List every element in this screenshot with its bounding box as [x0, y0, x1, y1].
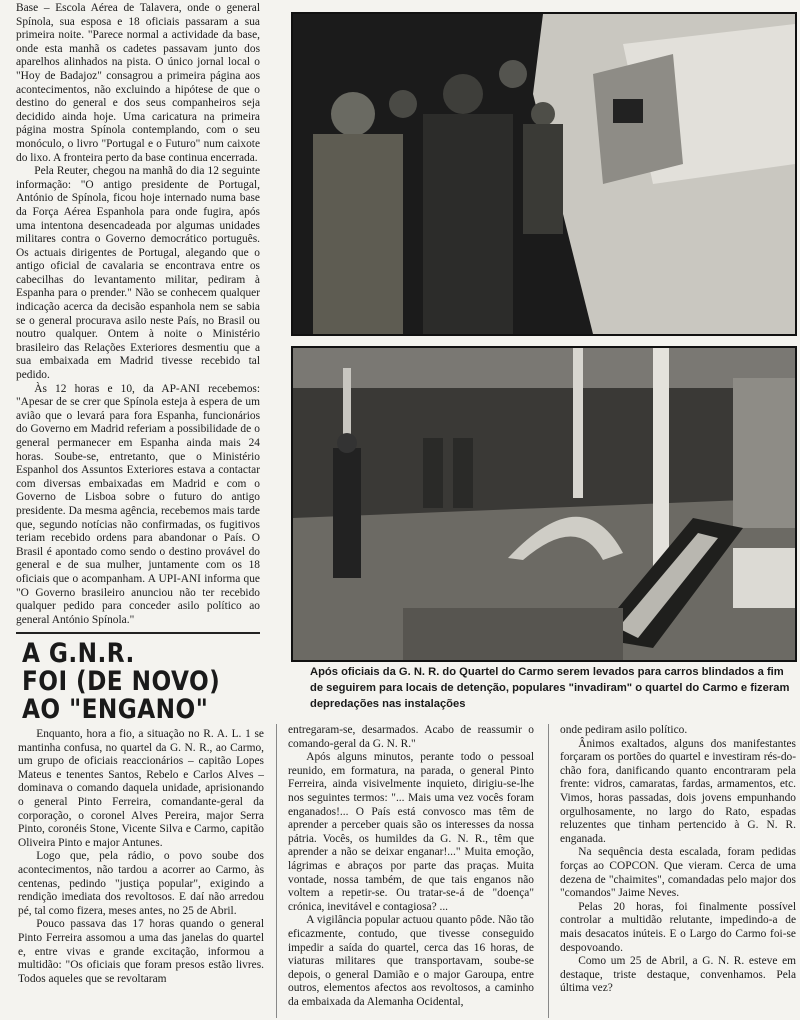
paragraph: onde pediram asilo político. [560, 724, 688, 736]
headline-line-1: A G.N.R. [22, 638, 135, 669]
photo-caption: Após oficiais da G. N. R. do Quartel do Carmo serem levados para carros blindados a fim de seguirem para locais de detenção, populares "invadiram" o quartel do Carmo e fizeram depredações nas instalações [310, 666, 790, 710]
paragraph: Pela Reuter, chegou na manhã do dia 12 seguinte informação: "O antigo presidente de Portugal, António de Spínola, ficou hoje internado numa base da Força Aérea Espanhola para onde fugira, após uma intentona desencadeada por algumas unidades militares contra o Governo democrático português. Os actuais dirigentes de Portugal, alegando que o antigo oficial de cavalaria se encontrava entre os cabecilhas do levantamento militar, pediram à Espanha para o prender." Não se conhecem qualquer indicação acerca da decisão espanhola nem se sabia se o general procurava asilo neste País, no Brasil ou noutro qualquer. Ontem à noite o Ministério brasileiro das Relações Exteriores desmentiu que a sua embaixada em Madrid tivesse recebido tal pedido. [16, 165, 260, 382]
column-divider [276, 724, 277, 1018]
paragraph: Ânimos exaltados, alguns dos manifestantes forçaram os portões do quartel e investiram rés-do-chão fora, danificando quanto encontraram pela frente: vidros, camaratas, fardas, armamentos, etc. Vimos, horas passadas, dois jovens empunhando orgulhosamente, no largo do Rato, espadas reluzentes que tinham pertencido à G. N. R. enganada. [560, 737, 796, 845]
headline [22, 640, 237, 724]
paragraph: Na sequência desta escalada, foram pedidas forças ao COPCON. Que vieram. Cerca de uma dezena de "chaimites", comandadas pelo major dos "comandos" Jaime Neves. [560, 846, 796, 900]
paragraph: Pouco passava das 17 horas quando o general Pinto Ferreira assomou a uma das janelas do quartel e, entre vivas e grande excitação, informou a multidão: "Os oficiais que foram presos estão livres. Todos aqueles que se revoltaram [18, 918, 264, 985]
section-divider [16, 632, 260, 634]
paragraph: Base – Escola Aérea de Talavera, onde o general Spínola, sua esposa e 18 oficiais passaram a sua primeira noite. "Parece normal a actividade da base, onde esta manhã os cadetes passavam junto dos aparelhos alinhados na pista. O único jornal local o "Hoy de Badajoz" consagrou a primeira página aos acontecimentos, não excluindo a hipótese de que o destino do general e dos seus companheiros seja decidido ainda hoje. Uma caricatura na primeira página mostra Spínola contemplando, com o seu monóculo, o livro "Portugal e o Futuro" num caixote do lixo. A fronteira perto da base continua encerrada. [16, 2, 260, 164]
article-column-2 [288, 724, 534, 1018]
photo-damaged-quarters [291, 346, 797, 662]
paragraph: Enquanto, hora a fio, a situação no R. A. L. 1 se mantinha confusa, no quartel da G. N. R., ao Carmo, um grupo de oficiais reaccionários – capitão Lopes Mateus e tenentes Santos, Rebelo e Carlos Alves – dominava o comando daquela unidade, aprisionando o general Pinto Ferreira, comandante-geral da corporação, o coronel Alves Pereira, major Serra Pinto, coronéis Stone, Vicente Silva e Carmo, capitão Oliveira Pinto e major Antunes. [18, 728, 264, 849]
paragraph: Às 12 horas e 10, da AP-ANI recebemos: "Apesar de se crer que Spínola esteja à espera de um avião que o levará para fora Espanha, funcionários do Governo em Madrid referiam a possibilidade de o general permanecer em Espanha ainda mais 24 horas. Soube-se, entretanto, que o Ministério Espanhol dos Assuntos Exteriores estava a contactar com diversas embaixadas em Madrid e com o Governo de Lisboa sobre o futuro do antigo presidente. Da mesma agência, recebemos mais tarde que, segundo notícias não confirmadas, os fugitivos teriam recebido ordens para abandonar o País. O Brasil é apontado como sendo o destino provável do general e de sua mulher, juntamente com os 18 oficiais que o acompanham. A UPI-ANI informa que "O Governo brasileiro anunciou não ter recebido qualquer pedido para conceder asilo político ao general António Spínola." [16, 382, 260, 626]
column-divider [548, 724, 549, 1018]
paragraph: A vigilância popular actuou quanto pôde. Não tão eficazmente, contudo, que tivesse conseguido impedir a saída do quartel, cerca das 16 horas, de viaturas militares que transportavam, soube-se depois, o general Damião e o major Garoupa, entre outros, elementos afectos aos revoltosos, a caminho da embaixada da Alemanha Ocidental, [288, 914, 534, 1008]
photo-interior-image [293, 348, 795, 660]
article-column-top-left [16, 2, 260, 628]
paragraph: Como um 25 de Abril, a G. N. R. esteve em destaque, triste destaque, convenhamos. Pela última vez? [560, 955, 796, 995]
headline-line-3: AO "ENGANO" [22, 694, 209, 725]
paragraph: entregaram-se, desarmados. Acabo de reassumir o comando-geral da G. N. R." [288, 724, 534, 750]
paragraph: Logo que, pela rádio, o povo soube dos acontecimentos, não tardou a acorrer ao Carmo, às centenas, pedindo "justiça popular", exigindo a rendição imediata dos revoltosos. E daí não arredou pé, tal como fizera, meses antes, no 25 de Abril. [18, 850, 264, 917]
article-column-3 [560, 724, 796, 1018]
paragraph: Pelas 20 horas, foi finalmente possível controlar a multidão relutante, impedindo-a de mais desacatos inúteis. E o Largo do Carmo foi-se despovoando. [560, 900, 796, 954]
article-column-1 [18, 728, 264, 1018]
photo-soldiers-image [293, 14, 795, 334]
headline-line-2: FOI (DE NOVO) [22, 666, 221, 697]
photo-soldiers-armored-car [291, 12, 797, 336]
paragraph: Após alguns minutos, perante todo o pessoal reunido, em formatura, na parada, o general Pinto Ferreira, ainda visivelmente inquieto, dirigiu-se-lhe nos seguintes termos: "... Mais uma vez vocês foram enganados!... O País está convosco mas têm de aprender a perceber quais são os interesses da nossa pátria. Vocês, os humildes da G. N. R., têm que aprender a não se deixar enganar!..." Muita emoção, lágrimas e abraços por parte das praças. Muita vontade, nossa também, de que tais enganos não voltem a repetir-se. Ou tratar-se-á de "doença" crónica, inevitável e contagiosa? ... [288, 751, 534, 913]
